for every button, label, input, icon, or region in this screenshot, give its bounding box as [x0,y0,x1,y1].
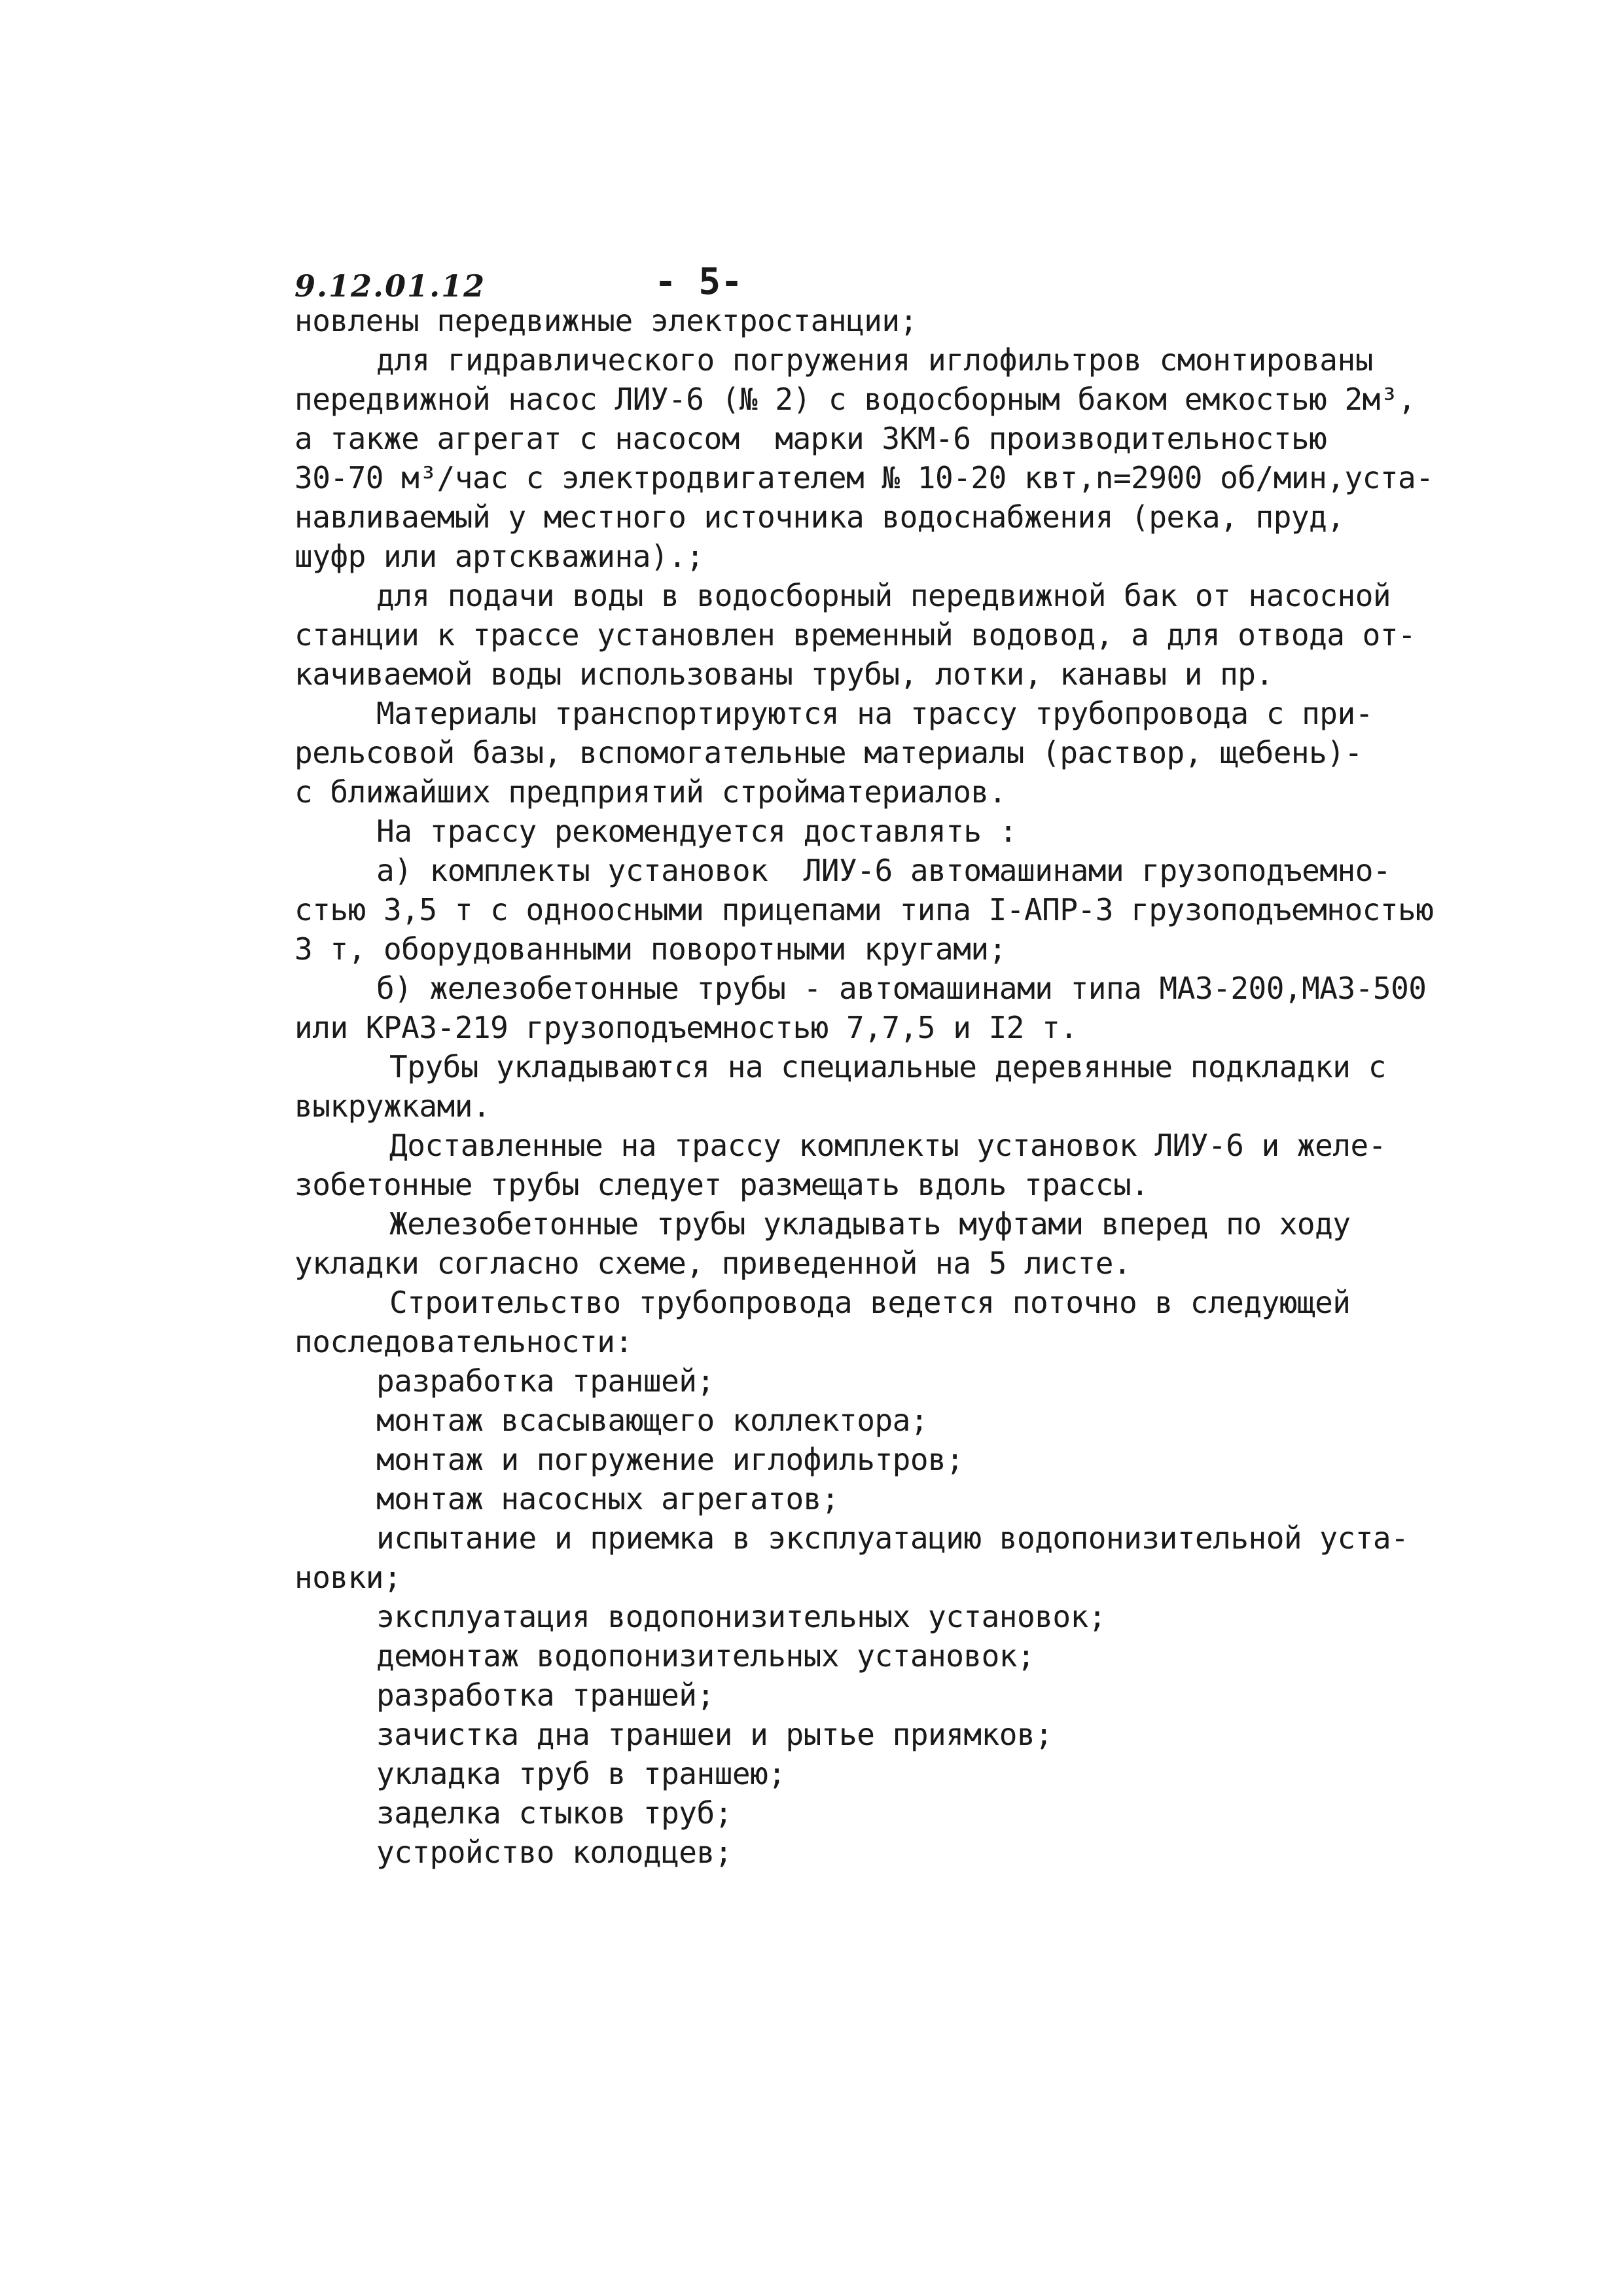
list-item: заделка стыков труб; [376,1795,732,1831]
page-number: - 5- [654,260,743,303]
text-line: Строительство трубопровода ведется поточно в следующей [389,1285,1351,1320]
text-line: новлены передвижные электростанции; [294,303,918,338]
list-item: испытание и приемка в эксплуатацию водопонизительной уста- [376,1520,1409,1556]
text-line: для гидравлического погружения иглофильтров смонтированы [376,342,1373,378]
text-line: рельсовой базы, вспомогательные материалы (раствор, щебень)- [294,735,1363,770]
text-line: а) комплекты установок ЛИУ-6 автомашинами грузоподъемно- [376,853,1391,888]
document-code: 9.12.01.12 [294,268,486,304]
text-line: качиваемой воды использованы трубы, лотки, канавы и пр. [294,656,1274,692]
text-line: навливаемый у местного источника водоснабжения (река, пруд, [294,499,1345,535]
text-line: 30-70 м³/час с электродвигателем № 10-20 квт,n=2900 об/мин,уста- [294,460,1434,495]
text-line: Железобетонные трубы укладывать муфтами вперед по ходу [389,1206,1351,1242]
list-item: монтаж насосных агрегатов; [376,1481,840,1516]
text-line: Трубы укладываются на специальные деревянные подкладки с [389,1049,1386,1085]
text-line: или КРАЗ-219 грузоподъемностью 7,7,5 и I2 т. [294,1010,1078,1045]
list-item: укладка труб в траншею; [376,1756,786,1791]
text-line: б) железобетонные трубы - автомашинами типа МАЗ-200,МАЗ-500 [376,971,1427,1006]
list-item: зачистка дна траншеи и рытье приямков; [376,1717,1053,1752]
text-line: Доставленные на трассу комплекты установок ЛИУ-6 и желе- [389,1128,1386,1163]
text-line: стью 3,5 т с одноосными прицепами типа I-АПР-3 грузоподъемностью [294,892,1434,927]
text-line: а также агрегат с насосом марки ЗКМ-6 производительностью [294,421,1327,456]
list-item: новки; [294,1560,402,1595]
text-line: Материалы транспортируются на трассу трубопровода с при- [376,696,1373,731]
text-line: передвижной насос ЛИУ-6 (№ 2) с водосборным баком емкостью 2м³, [294,382,1416,417]
text-line: 3 т, оборудованными поворотными кругами; [294,931,1007,967]
list-item: разработка траншей; [376,1677,715,1713]
list-item: монтаж всасывающего коллектора; [376,1403,929,1438]
text-line: На трассу рекомендуется доставлять : [376,814,1017,849]
text-line: зобетонные трубы следует размещать вдоль трассы. [294,1167,1149,1202]
list-item: демонтаж водопонизительных установок; [376,1638,1035,1674]
text-line: с ближайших предприятий стройматериалов. [294,774,1007,810]
list-item: монтаж и погружение иглофильтров; [376,1442,964,1477]
text-line: последовательности: [294,1324,633,1359]
list-item: разработка траншей; [376,1363,715,1399]
text-line: выкружками. [294,1088,491,1124]
text-line: станции к трассе установлен временный водовод, а для отвода от- [294,617,1416,653]
text-line: укладки согласно схеме, приведенной на 5 листе. [294,1246,1132,1281]
list-item: эксплуатация водопонизительных установок; [376,1599,1106,1634]
list-item: устройство колодцев; [376,1835,732,1870]
text-line: шуфр или артскважина).; [294,539,704,574]
text-line: для подачи воды в водосборный передвижной бак от насосной [376,578,1391,613]
